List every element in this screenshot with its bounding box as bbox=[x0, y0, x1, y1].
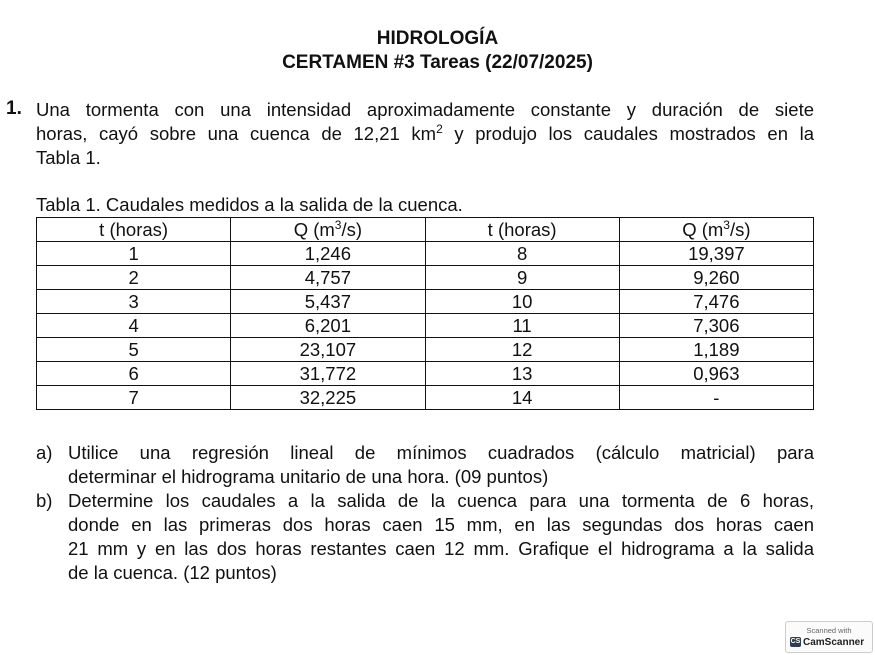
watermark-caption: Scanned with bbox=[806, 626, 852, 635]
question-statement bbox=[36, 98, 814, 170]
item-line: Utilice una regresión lineal de mínimos cuadrados (cálculo matricial) para bbox=[68, 442, 814, 463]
cell-flow: 4,757 bbox=[231, 266, 425, 290]
item-b-text bbox=[68, 489, 814, 585]
cell-flow: 7,476 bbox=[619, 290, 813, 314]
statement-text: horas, cayó sobre una cuenca de 12,21 km bbox=[36, 123, 437, 144]
question-number: 1. bbox=[6, 98, 22, 119]
watermark-brand-text: CamScanner bbox=[803, 637, 865, 648]
table-caption: Tabla 1. Caudales medidos a la salida de la cuenca. bbox=[36, 194, 463, 215]
header-time: t (horas) bbox=[37, 218, 231, 242]
cell-flow: 23,107 bbox=[231, 338, 425, 362]
watermark-brand bbox=[790, 637, 864, 648]
cell-time: 13 bbox=[425, 362, 619, 386]
cell-flow: 9,260 bbox=[619, 266, 813, 290]
header-flow-text: /s) bbox=[341, 219, 363, 240]
statement-line: Una tormenta con una intensidad aproximadamente constante y duración de siete bbox=[36, 99, 814, 120]
cell-flow: - bbox=[619, 386, 813, 410]
table-body bbox=[37, 242, 814, 410]
item-line: 21 mm y en las dos horas restantes caen 12 mm. Grafique el hidrograma a la salida bbox=[68, 538, 814, 559]
item-line: determinar el hidrograma unitario de una hora. (09 puntos) bbox=[68, 466, 549, 487]
cell-flow: 7,306 bbox=[619, 314, 813, 338]
table-row bbox=[37, 386, 814, 410]
table-row bbox=[37, 242, 814, 266]
table-row bbox=[37, 362, 814, 386]
cell-flow: 0,963 bbox=[619, 362, 813, 386]
table-row bbox=[37, 290, 814, 314]
header-flow-text: Q (m bbox=[682, 219, 724, 240]
cell-time: 8 bbox=[425, 242, 619, 266]
flow-table bbox=[36, 217, 814, 410]
cell-time: 11 bbox=[425, 314, 619, 338]
cell-time: 3 bbox=[37, 290, 231, 314]
cell-time: 12 bbox=[425, 338, 619, 362]
item-line: de la cuenca. (12 puntos) bbox=[68, 562, 277, 583]
item-a-text bbox=[68, 441, 814, 489]
cell-time: 14 bbox=[425, 386, 619, 410]
item-b-label: b) bbox=[36, 490, 53, 511]
statement-line bbox=[36, 122, 814, 146]
document-subtitle: CERTAMEN #3 Tareas (22/07/2025) bbox=[282, 52, 593, 73]
camscanner-watermark bbox=[785, 621, 873, 653]
cell-flow: 32,225 bbox=[231, 386, 425, 410]
cell-flow: 31,772 bbox=[231, 362, 425, 386]
cell-time: 5 bbox=[37, 338, 231, 362]
header-flow-text: Q (m bbox=[293, 219, 335, 240]
header-flow bbox=[231, 218, 425, 242]
item-a-label: a) bbox=[36, 442, 53, 463]
document-title: HIDROLOGÍA bbox=[376, 28, 499, 49]
item-line: Determine los caudales a la salida de la cuenca para una tormenta de 6 horas, bbox=[68, 490, 814, 511]
cell-flow: 19,397 bbox=[619, 242, 813, 266]
item-line: donde en las primeras dos horas caen 15 mm, en las segundas dos horas caen bbox=[68, 514, 814, 535]
table-row bbox=[37, 338, 814, 362]
table-row bbox=[37, 314, 814, 338]
cell-time: 1 bbox=[37, 242, 231, 266]
camscanner-logo-icon: CS bbox=[790, 638, 801, 646]
header-flow bbox=[619, 218, 813, 242]
statement-text: y produjo los caudales mostrados en la bbox=[454, 123, 814, 144]
table-row bbox=[37, 266, 814, 290]
cell-time: 6 bbox=[37, 362, 231, 386]
cell-time: 7 bbox=[37, 386, 231, 410]
cell-flow: 1,246 bbox=[231, 242, 425, 266]
header-flow-text: /s) bbox=[729, 219, 751, 240]
cell-flow: 6,201 bbox=[231, 314, 425, 338]
area-exponent: 2 bbox=[436, 121, 443, 136]
header-time: t (horas) bbox=[425, 218, 619, 242]
statement-line: Tabla 1. bbox=[36, 147, 101, 168]
cell-time: 4 bbox=[37, 314, 231, 338]
cell-time: 9 bbox=[425, 266, 619, 290]
cell-flow: 1,189 bbox=[619, 338, 813, 362]
cell-flow: 5,437 bbox=[231, 290, 425, 314]
cell-time: 2 bbox=[37, 266, 231, 290]
table-header-row bbox=[37, 218, 814, 242]
header-flow-exponent: 3 bbox=[723, 217, 730, 232]
header-flow-exponent: 3 bbox=[334, 217, 342, 232]
cell-time: 10 bbox=[425, 290, 619, 314]
